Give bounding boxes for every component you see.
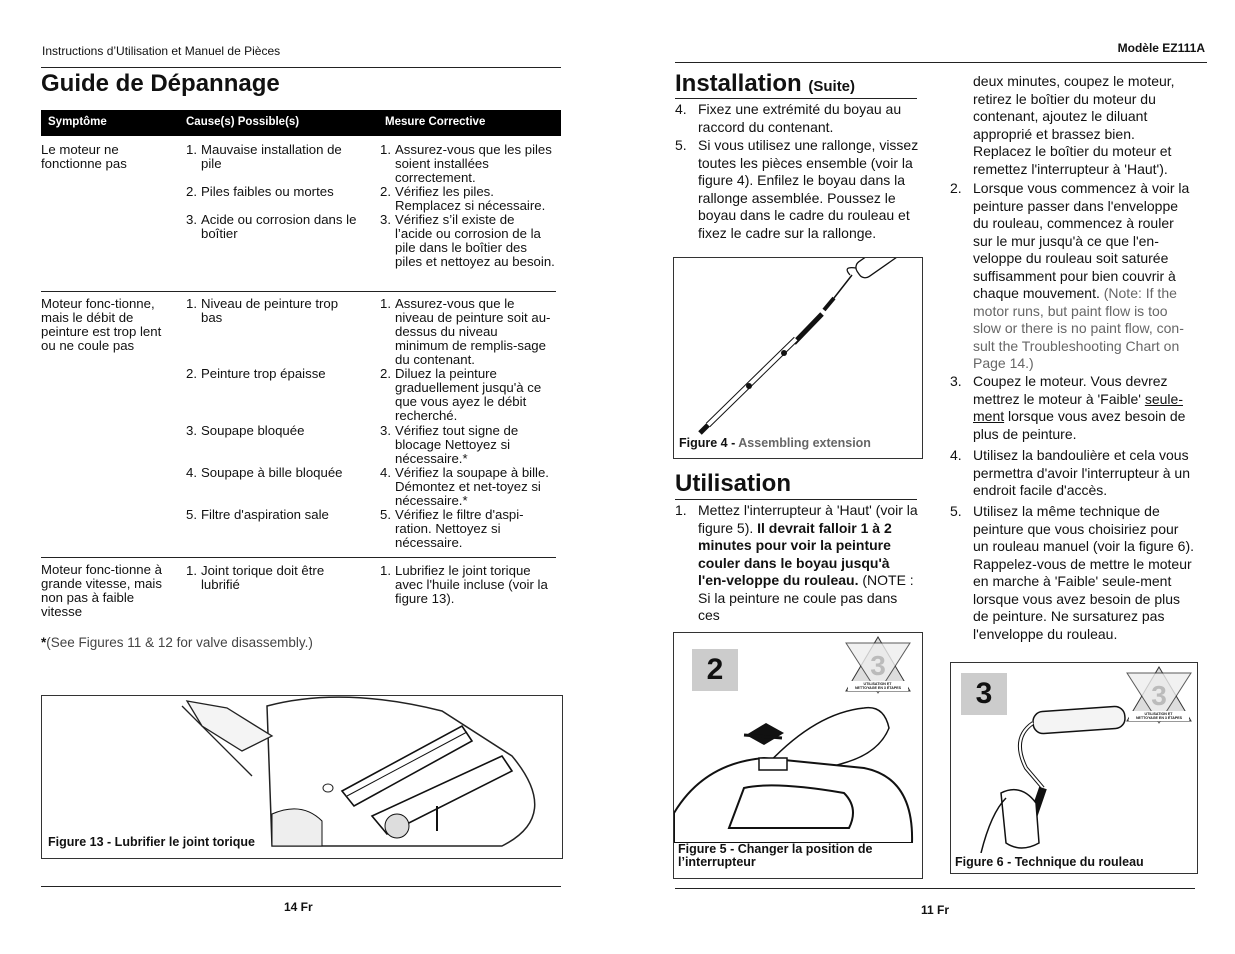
column-header-symptom: Symptôme [48,116,107,128]
cause-item: 2. Peinture trop épaisse [186,366,326,381]
fix-item: 5. Vérifiez le filtre d'aspi-ration. Nettoyez si nécessaire. [380,507,524,550]
fix-item: 3. Vérifiez tout signe de blocage Nettoyez si nécessaire.* [380,423,519,466]
installation-item-4: 4. Fixez une extrémité du boyau au raccord du contenant. [675,101,902,135]
utilisation-item-3: 3. Coupez le moteur. Vous devrez mettrez le moteur à 'Faible' seule-ment lorsque vous avez besoin de plus de peinture. [950,373,1186,442]
cause-item: 4. Soupape à bille bloquée [186,465,343,480]
cause-item: 3. Soupape bloquée [186,423,305,438]
svg-text:3: 3 [870,650,886,681]
table-row-3-symptom: Moteur fonc-tionne à grande vitesse, mais non pas à faible vitesse [41,562,162,619]
utilisation-item-5: 5. Utilisez la même technique de peinture que vous choisiriez pour un rouleau manuel (voir la figure 6). Rappelez-vous de mettre le moteur en marche à 'Faible' seule-ment lorsque vous avez besoin de plus de peinture. Ne sursaturez pas l'enveloppe du rouleau. [950,503,1195,642]
fix-item: 1. Assurez-vous que les piles soient installées correctement. [380,142,552,185]
section-rule [675,98,917,99]
footnote: *(See Figures 11 & 12 for valve disassembly.) [41,635,313,650]
fix-item: 4. Vérifiez la soupape à bille. Démontez et net-toyez si nécessaire.* [380,465,549,508]
utilisation-item-1: 1. Mettez l'interrupteur à 'Haut' (voir la figure 5). Il devrait falloir 1 à 2 minutes pour voir la peinture couler dans le boyau jusqu'à l'en-veloppe du rouleau. (NOTE : Si la peinture ne coule pas dans ces [675,502,918,623]
utilisation-item-2: 2. Lorsque vous commencez à voir la peinture passer dans l'enveloppe du rouleau, commencez à rouler sur le mur jusqu'à ce que l'en-veloppe du rouleau soit saturée suffisamment pour bien couvrir à chaque mouvement. (Note: If the motor runs, but paint flow is too slow or there is no paint flow, con-sult the Troubleshooting Chart on Page 14.) [950,180,1190,371]
step-number: 2 [692,649,738,691]
page-number-right: 11 Fr [921,903,950,917]
page-title: Guide de Dépannage [41,70,280,97]
cause-item: 1. Mauvaise installation de pile [186,142,342,171]
figure-4-illustration [674,258,922,458]
installation-item-5: 5. Si vous utilisez une rallonge, vissez toutes les pièces ensemble (voir la figure 4). Enfilez le boyau dans la rallonge assemblée. Poussez le boyau dans le cadre du rouleau et fixez le cadre sur la rallonge. [675,137,919,241]
header-rule [675,62,1207,63]
figure-6-illustration [951,693,1197,853]
page-number-left: 14 Fr [284,900,313,914]
cause-item: 2. Piles faibles ou mortes [186,184,334,199]
utilisation-title: Utilisation [675,470,792,497]
figure-13-illustration [42,696,562,858]
cause-item: 1. Niveau de peinture trop bas [186,296,339,325]
badge-label: UTILISATION ET NETTOYAGE EN 3 ÉTAPES [854,682,902,691]
figure-6 [950,662,1198,874]
utilisation-item-1-continued: deux minutes, coupez le moteur, retirez le boîtier du moteur du contenant, ajoutez le diluant approprié et brassez bien. Replacez le boîtier du moteur et remettez l'interrupteur à 'Haut'). [973,73,1175,177]
column-header-causes: Cause(s) Possible(s) [186,116,300,128]
step-number: 3 [961,673,1007,715]
figure-5-caption: Figure 5 - Changer la position de l’interrupteur [678,842,873,869]
left-page-header: Instructions d’Utilisation et Manuel de Pièces [42,44,281,58]
svg-text:3: 3 [1151,680,1167,711]
installation-title: Installation (Suite) [675,70,856,97]
fix-item: 3. Vérifiez s’il existe de l’acide ou corrosion de la pile dans le boîtier des piles et nettoyez au besoin. [380,212,555,269]
column-header-fix: Mesure Corrective [385,116,486,128]
three-step-badge-icon [842,635,914,695]
figure-6-caption: Figure 6 - Technique du rouleau [955,855,1144,869]
fix-item: 2. Diluez la peinture graduellement jusqu'à ce que vous ayez le débit recherché. [380,366,542,423]
figure-13-caption: Figure 13 - Lubrifier le joint torique [48,835,255,849]
badge-label: UTILISATION ET NETTOYAGE EN 3 ÉTAPES [1135,712,1183,721]
right-page-header: Modèle EZ111A [1117,41,1205,55]
figure-13 [41,695,563,859]
table-row-2-symptom: Moteur fonc-tionne, mais le débit de peinture est trop lent ou ne coule pas [41,296,162,353]
footer-rule [41,886,561,887]
cause-item: 3. Acide ou corrosion dans le boîtier [186,212,357,241]
footer-rule [675,888,1195,889]
table-row-1-symptom: Le moteur ne fonctionne pas [41,142,127,171]
fix-item: 1. Assurez-vous que le niveau de peinture soit au-dessus du niveau minimum de remplis-sage du contenant. [380,296,551,367]
figure-5-illustration [674,693,922,843]
cause-item: 5. Filtre d'aspiration sale [186,507,329,522]
header-rule [41,67,561,68]
figure-4-caption: Figure 4 - Assembling extension [679,436,871,450]
utilisation-item-4: 4. Utilisez la bandoulière et cela vous permettra d'avoir l'interrupteur à un endroit facile d'accès. [950,447,1191,498]
section-rule [675,499,917,500]
cause-item: 1. Joint torique doit être lubrifié [186,563,325,592]
fix-item: 1. Lubrifiez le joint torique avec l'huile incluse (voir la figure 13). [380,563,548,606]
fix-item: 2. Vérifiez les piles. Remplacez si nécessaire. [380,184,546,213]
figure-5 [673,632,923,879]
table-header [41,110,561,136]
row-divider [41,291,556,292]
row-divider [41,557,556,558]
figure-4 [673,257,923,459]
